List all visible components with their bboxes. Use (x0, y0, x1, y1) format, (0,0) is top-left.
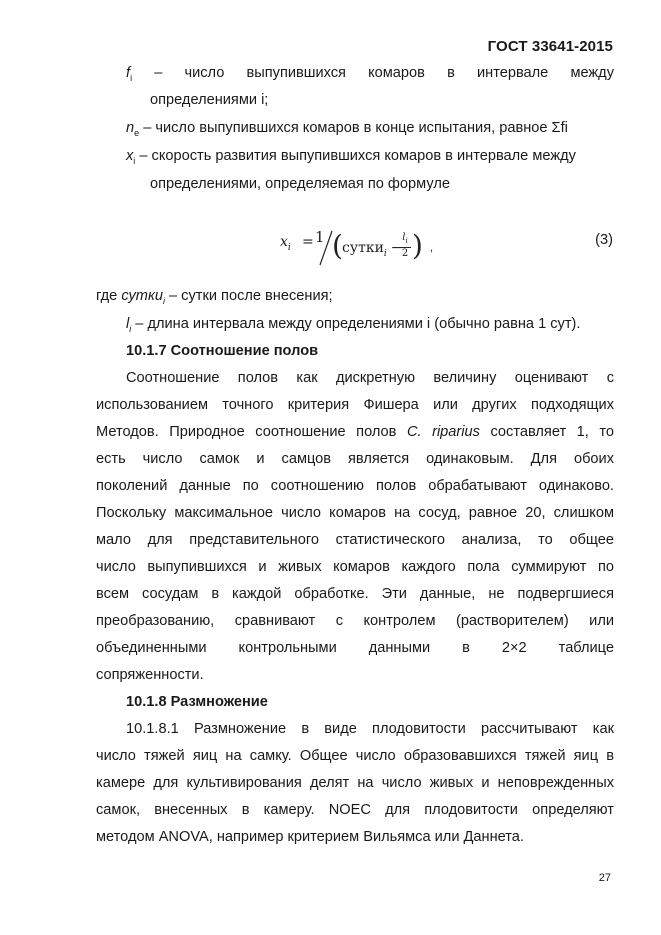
s1017-line: преобразованию, сравнивают с контролем (растворителем) или (96, 613, 614, 629)
s1018-line: число тяжей яиц на самку. Общее число образовавшихся тяжей яиц в (96, 748, 614, 764)
s1017-line: объединенными контрольными данными в 2×2 таблице (96, 640, 614, 656)
s1017-line: Соотношение полов как дискретную величину оценивают с (126, 370, 614, 386)
page-number: 27 (598, 872, 611, 884)
fi-text: – число выпупившихся комаров в интервале между (154, 65, 614, 81)
def-ne (126, 117, 644, 139)
def-fi-line2: определениями i; (150, 92, 269, 108)
where-line2: $l_i$ – длина интервала между определениями i (обычно равна 1 сут). (126, 316, 581, 334)
s1017-line: использованием точного критерия Фишера или других подходящих (96, 397, 614, 413)
xi-text: – скорость развития выпупившихся комаров в интервале между (139, 148, 576, 164)
formula-comma: , (430, 242, 434, 254)
s1017-line: мало для представительного статистического анализа, то общее (96, 532, 614, 548)
xi-symbol: $x_i$ (126, 148, 136, 166)
section-1018-title: 10.1.8 Размножение (126, 694, 268, 710)
section-1017-title: 10.1.7 Соотношение полов (126, 343, 319, 359)
formula-equals: = (302, 234, 314, 250)
s1017-line: число выпупившихся и живых комаров каждого пола суммируют по (96, 559, 614, 575)
s1017-line: всем сосудам в каждой обработке. Эти данные, не подвергшиеся (96, 586, 614, 602)
s1017-line: сопряженности. (96, 667, 204, 683)
s1017-line: поколений данные по соотношению полов обрабатывают одинаково. (96, 478, 614, 494)
s1017-line: Методов. Природное соотношение полов C. riparius составляет 1, то (96, 424, 615, 440)
s1018-line: 10.1.8.1 Размножение в виде плодовитости рассчитывают как (126, 721, 614, 737)
s1018-line: самок, внесенных в камеру. NOEC для плодовитости определяют (96, 802, 614, 818)
def-fi-line1 (126, 62, 614, 84)
s1017-line: есть число самок и самцов является одинаковым. Для обоих (96, 451, 614, 467)
s1018-line: камере для культивирования делят на число живых и неповрежденных (96, 775, 614, 791)
s1017-line: Поскольку максимальное число комаров на сосуд, равное 20, слишком (96, 505, 614, 521)
formula-lhs: $x_i$ (280, 234, 291, 253)
def-xi-line2: определениями, определяемая по формуле (150, 176, 450, 192)
formula-numerator: 1 (315, 228, 325, 246)
s1018-line: методом ANOVA, например критерием Вильямса или Даннета. (96, 829, 524, 845)
standard-header: ГОСТ 33641-2015 (487, 38, 613, 55)
formula-paren-left: ( (332, 229, 343, 262)
ne-text: – число выпупившихся комаров в конце испытания, равное Σfi (143, 120, 568, 136)
where-line1: где сутки$_i$ – сутки после внесения; (96, 288, 333, 306)
fi-symbol: $f_i$ (126, 65, 133, 83)
formula-paren-right: ) (412, 229, 423, 262)
equation-number: (3) (595, 232, 613, 248)
formula-denominator: сутки$_i$ − (342, 240, 403, 259)
def-xi-line1 (126, 145, 644, 167)
ne-symbol: $n_e$ (126, 120, 140, 138)
formula-half-interval: $\frac{l_i}{2}$ (399, 232, 411, 260)
